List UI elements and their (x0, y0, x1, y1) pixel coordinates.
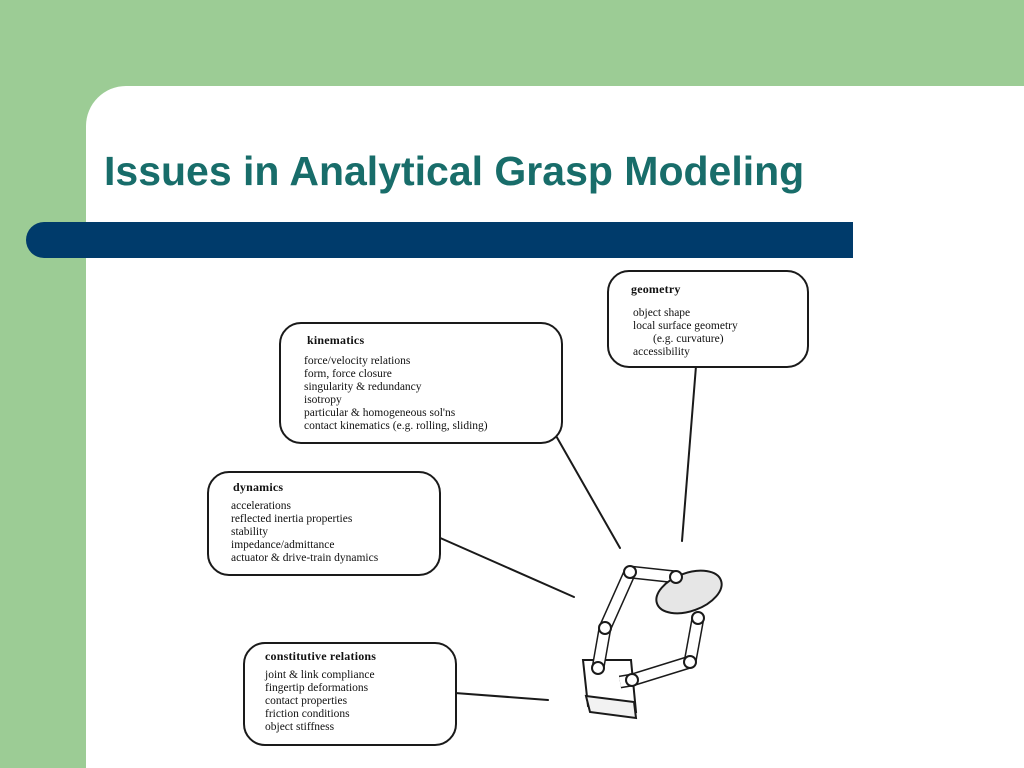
dynamics-item: reflected inertia properties (231, 513, 353, 525)
dynamics-item: stability (231, 526, 269, 538)
connector-kinematics (555, 434, 620, 548)
kinematics-item: force/velocity relations (304, 355, 411, 367)
kinematics-item: singularity & redundancy (304, 381, 422, 393)
slide-title: Issues in Analytical Grasp Modeling (104, 148, 805, 194)
dynamics-box (207, 471, 441, 576)
connector-dynamics (438, 537, 574, 597)
kinematics-heading: kinematics (307, 333, 365, 347)
geometry-item: (e.g. curvature) (653, 333, 724, 345)
dynamics-item: impedance/admittance (231, 539, 335, 551)
constitutive-relations-box (243, 642, 457, 746)
connector-geometry (682, 366, 696, 541)
kinematics-item: form, force closure (304, 368, 392, 380)
connector-constitutive (455, 693, 548, 700)
constitutive-item: contact properties (265, 695, 348, 707)
robot-hand-illustration (583, 563, 727, 718)
dynamics-item: accelerations (231, 500, 292, 512)
constitutive-item: friction conditions (265, 708, 350, 720)
dynamics-heading: dynamics (233, 480, 284, 494)
constitutive-item: joint & link compliance (265, 669, 375, 681)
kinematics-item: contact kinematics (e.g. rolling, sliding) (304, 420, 488, 432)
kinematics-item: particular & homogeneous sol'ns (304, 407, 456, 419)
dynamics-item: actuator & drive-train dynamics (231, 552, 379, 564)
kinematics-box (279, 322, 563, 444)
geometry-item: object shape (633, 307, 691, 319)
geometry-item: accessibility (633, 346, 690, 358)
geometry-box (607, 270, 809, 368)
constitutive-heading: constitutive relations (265, 649, 377, 663)
geometry-heading: geometry (631, 282, 681, 296)
geometry-item: local surface geometry (633, 320, 738, 332)
constitutive-item: fingertip deformations (265, 682, 369, 694)
constitutive-item: object stiffness (265, 721, 335, 733)
kinematics-item: isotropy (304, 394, 342, 406)
